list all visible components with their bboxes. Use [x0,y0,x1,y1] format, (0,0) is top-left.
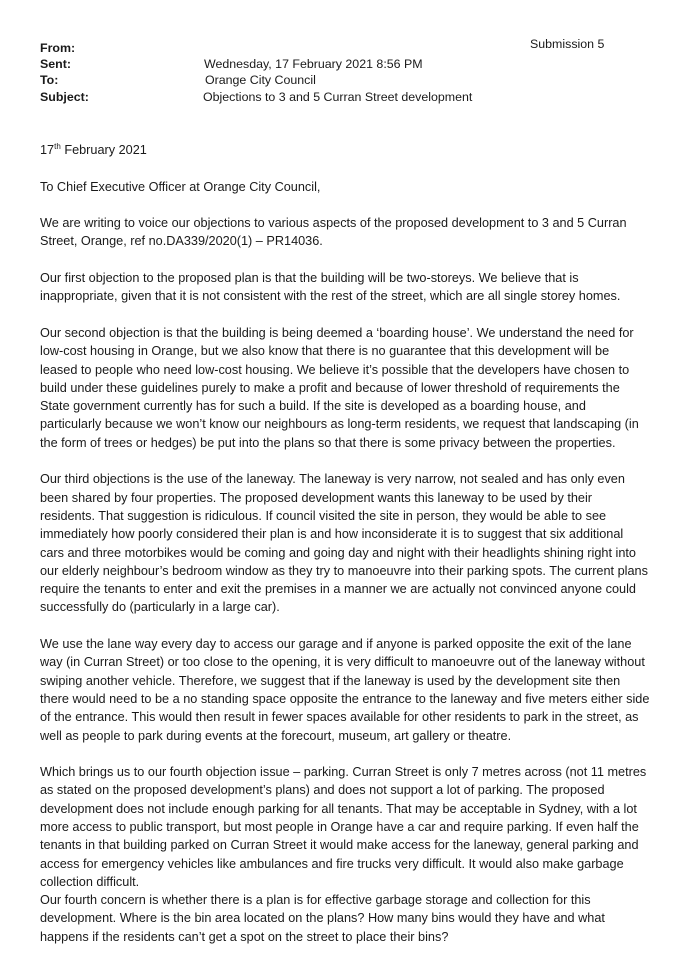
sent-label: Sent: [40,57,71,71]
paragraph-fourth-objection: Which brings us to our fourth objection issue – parking. Curran Street is only 7 metres across (not 11 metres as stated on the proposed development’s plans) and does not support a lot of parking. The proposed development does not include enough parking for all tenants. That may be acceptable in Sydney, with a lot more access to public transport, but most people in Orange have a car and require parking. If even half the tenants in that building parked on Curran Street it would make access for the laneway, general parking and access for emergency vehicles like ambulances and fire trucks very difficult. It would also make garbage collection difficult. [40,765,647,889]
letter-body [40,141,650,946]
letter-date [40,141,650,159]
sent-value: Wednesday, 17 February 2021 8:56 PM [204,57,423,71]
from-label: From: [40,41,76,55]
date-rest: February 2021 [60,143,147,157]
to-value: Orange City Council [205,73,316,87]
date-day: 17 [40,143,55,157]
subject-value: Objections to 3 and 5 Curran Street development [203,90,473,104]
to-label: To: [40,73,59,87]
paragraph-laneway-access: We use the lane way every day to access our garage and if anyone is parked opposite the exit of the lane way (in Curran Street) or too close to the opening, it is very difficult to manoeuvre out of the laneway without swiping another vehicle. Therefore, we suggest that if the laneway is used by the development site then there would need to be a no standing space opposite the entrance to the laneway and five meters either side of the entrance. This would then result in fewer spaces available for other residents to park in the street, as well as people to park during events at the forecourt, museum, art gallery or theatre. [40,637,650,743]
date-suffix: th [54,142,61,151]
salutation: To Chief Executive Officer at Orange City Council, [40,179,321,194]
paragraph-third-objection: Our third objections is the use of the laneway. The laneway is very narrow, not sealed and has only even been shared by four properties. The proposed development wants this laneway to be used by their residents. That suggestion is ridiculous. If council visited the site in person, they would be able to see immediately how poorly considered their plan is and how inconsiderate it is to suggest that six additional cars and three motorbikes would be coming and going day and night with their headlights shining right into our elderly neighbour’s bedroom window as they try to manoeuvre into their parking spots. The current plans require the tenants to enter and exit the premises in a manner we are actually not convinced anyone could successfully do (particularly in a large car). [40,472,648,615]
paragraph-second-objection: Our second objection is that the building is being deemed a ‘boarding house’. We understand the need for low-cost housing in Orange, but we also know that there is no guarantee that this development will be leased to people who need low-cost housing. We believe it’s possible that the developers have chosen to build under these guidelines purely to make a profit and because of lower threshold of requirements the State government currently has for such a build. If the site is developed as a boarding house, and particularly because we won’t know our neighbours as long-term residents, we request that landscaping (in the form of trees or hedges) be put into the plans so that there is some privacy between the properties. [40,325,639,450]
paragraph-intro: We are writing to voice our objections to various aspects of the proposed development to 3 and 5 Curran Street, Orange, ref no.DA339/2020(1) – PR14036. [40,216,627,249]
submission-label: Submission 5 [530,37,605,51]
paragraph-garbage-concern: Our fourth concern is whether there is a plan is for effective garbage storage and collection for this development. Where is the bin area located on the plans? How many bins would they have and what happens if the residents can’t get a spot on the street to place their bins? [40,893,605,944]
paragraph-first-objection: Our first objection to the proposed plan is that the building will be two-storeys. We believe that is inappropriate, given that it is not consistent with the rest of the street, which are all single storey homes. [40,271,621,304]
subject-label: Subject: [40,90,89,104]
